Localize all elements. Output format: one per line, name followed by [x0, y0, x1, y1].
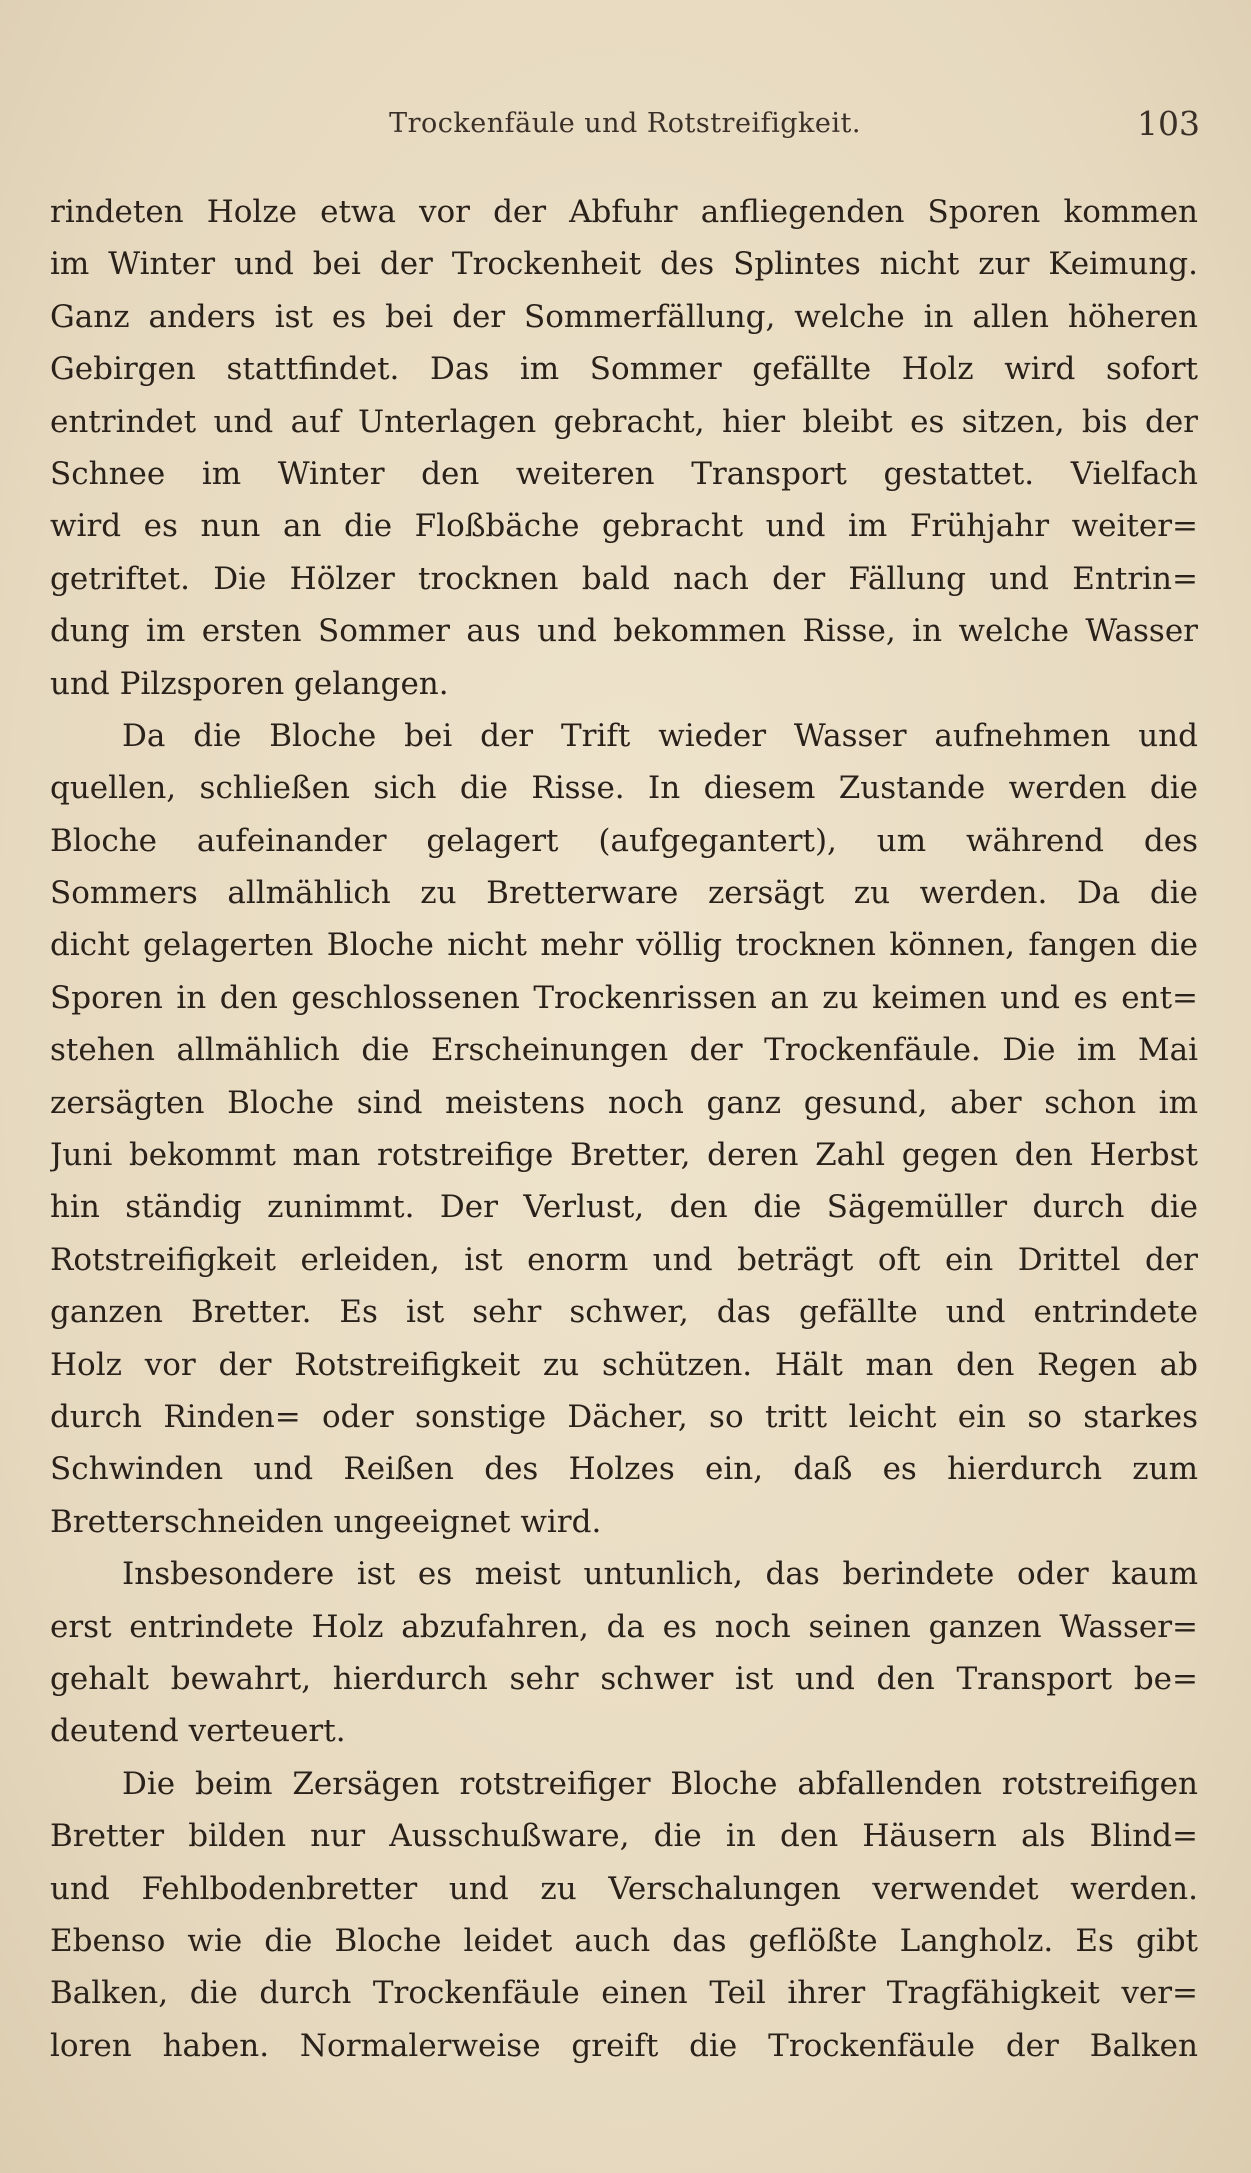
text-line: ganzen Bretter. Es ist sehr schwer, das gefällte und entrindete: [50, 1294, 1198, 1331]
text-line: Balken, die durch Trockenfäule einen Teil ihrer Tragfähigkeit ver=: [50, 1975, 1198, 2012]
page-header: [50, 100, 1200, 150]
text-line: erst entrindete Holz abzufahren, da es noch seinen ganzen Wasser=: [50, 1608, 1198, 1645]
text-line: und Pilzsporen gelangen.: [50, 665, 449, 702]
text-line: Holz vor der Rotstreifigkeit zu schützen. Hält man den Regen ab: [50, 1346, 1198, 1383]
text-line: Die beim Zersägen rotstreifiger Bloche abfallenden rotstreifigen: [122, 1765, 1198, 1802]
text-line: Juni bekommt man rotstreifige Bretter, deren Zahl gegen den Herbst: [50, 1137, 1198, 1174]
text-line: Da die Bloche bei der Trift wieder Wasser aufnehmen und: [122, 717, 1198, 754]
text-line: durch Rinden= oder sonstige Dächer, so tritt leicht ein so starkes: [50, 1398, 1198, 1435]
text-line: im Winter und bei der Trockenheit des Splintes nicht zur Keimung.: [50, 246, 1198, 283]
text-line: Ganz anders ist es bei der Sommerfällung, welche in allen höheren: [50, 298, 1198, 335]
text-line: hin ständig zunimmt. Der Verlust, den die Sägemüller durch die: [50, 1189, 1198, 1226]
text-line: Bretterschneiden ungeeignet wird.: [50, 1503, 602, 1540]
text-line: Insbesondere ist es meist untunlich, das berindete oder kaum: [122, 1556, 1198, 1593]
text-line: Rotstreifigkeit erleiden, ist enorm und beträgt oft ein Drittel der: [50, 1241, 1198, 1278]
body-text: [50, 186, 1198, 2072]
text-line: getriftet. Die Hölzer trocknen bald nach der Fällung und Entrin=: [50, 560, 1198, 597]
text-line: rindeten Holze etwa vor der Abfuhr anfliegenden Sporen kommen: [50, 194, 1198, 230]
text-line: dicht gelagerten Bloche nicht mehr völlig trocknen können, fangen die: [50, 927, 1198, 964]
text-line: zersägten Bloche sind meistens noch ganz gesund, aber schon im: [50, 1084, 1198, 1121]
text-line: Schnee im Winter den weiteren Transport gestattet. Vielfach: [50, 455, 1198, 492]
text-line: wird es nun an die Floßbäche gebracht und im Frühjahr weiter=: [50, 508, 1198, 545]
text-line: Bretter bilden nur Ausschußware, die in den Häusern als Blind=: [50, 1818, 1198, 1855]
text-line: quellen, schließen sich die Risse. In diesem Zustande werden die: [50, 770, 1198, 807]
text-line: gehalt bewahrt, hierdurch sehr schwer ist und den Transport be=: [50, 1660, 1198, 1697]
text-line: Schwinden und Reißen des Holzes ein, daß es hierdurch zum: [50, 1451, 1198, 1488]
text-line: stehen allmählich die Erscheinungen der Trockenfäule. Die im Mai: [50, 1032, 1198, 1069]
text-line: entrindet und auf Unterlagen gebracht, hier bleibt es sitzen, bis der: [50, 403, 1198, 440]
text-line: Sporen in den geschlossenen Trockenrissen an zu keimen und es ent=: [50, 979, 1198, 1016]
text-line: Ebenso wie die Bloche leidet auch das geflößte Langholz. Es gibt: [50, 1922, 1198, 1959]
running-title: Trockenfäule und Rotstreifigkeit.: [389, 108, 861, 139]
text-line: Sommers allmählich zu Bretterware zersägt zu werden. Da die: [50, 875, 1198, 912]
text-line: und Fehlbodenbretter und zu Verschalungen verwendet werden.: [50, 1870, 1198, 1907]
text-line: dung im ersten Sommer aus und bekommen Risse, in welche Wasser: [50, 613, 1198, 650]
text-line: loren haben. Normalerweise greift die Trockenfäule der Balken: [50, 2027, 1198, 2064]
page-number: 103: [1137, 104, 1200, 143]
text-line: deutend verteuert.: [50, 1713, 346, 1750]
text-line: Bloche aufeinander gelagert (aufgegantert), um während des: [50, 822, 1198, 859]
text-line: Gebirgen stattfindet. Das im Sommer gefällte Holz wird sofort: [50, 351, 1198, 388]
